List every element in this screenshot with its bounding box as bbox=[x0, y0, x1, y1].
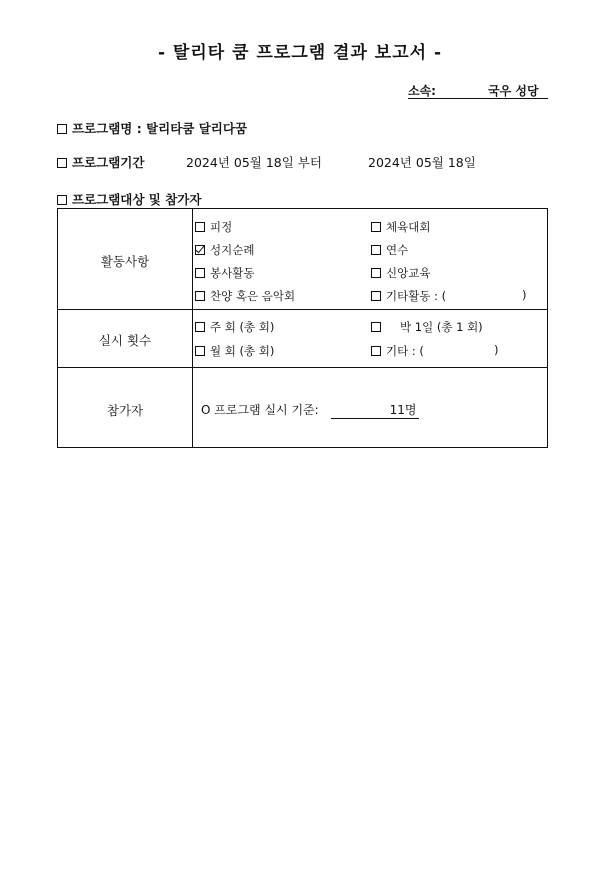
option-weekly[interactable]: 주 회 (총 회) bbox=[195, 319, 274, 335]
checkbox-icon[interactable] bbox=[195, 222, 205, 232]
affiliation bbox=[408, 82, 548, 99]
checkbox-icon[interactable] bbox=[195, 291, 205, 301]
option-pilgrimage[interactable]: 성지순례 bbox=[195, 242, 254, 258]
period-start: 2024년 05월 18일 부터 bbox=[186, 155, 322, 170]
participants-count: 11명 bbox=[331, 401, 419, 419]
program-name-checkbox[interactable] bbox=[57, 124, 67, 134]
program-period-label: 프로그램기간 bbox=[72, 155, 145, 170]
option-other-count-close: ) bbox=[494, 343, 499, 357]
option-other-activity[interactable]: 기타활동 : ( bbox=[371, 288, 446, 304]
checkbox-icon[interactable] bbox=[371, 346, 381, 356]
participants-label: 참가자 bbox=[106, 403, 144, 418]
checkbox-icon[interactable] bbox=[371, 222, 381, 232]
period-end: 2024년 05월 18일 bbox=[368, 155, 476, 170]
checkbox-icon[interactable] bbox=[195, 322, 205, 332]
program-period-checkbox[interactable] bbox=[57, 158, 67, 168]
option-other-count[interactable]: 기타 : ( bbox=[371, 343, 424, 359]
checked-checkbox-icon[interactable] bbox=[195, 245, 205, 255]
count-label: 실시 횟수 bbox=[98, 333, 152, 348]
affiliation-value: 국우 성당 bbox=[488, 84, 539, 98]
option-concert[interactable]: 찬양 혹은 음악회 bbox=[195, 288, 295, 304]
checkbox-icon[interactable] bbox=[195, 268, 205, 278]
checkbox-icon[interactable] bbox=[195, 346, 205, 356]
report-title: - 탈리타 쿰 프로그램 결과 보고서 - bbox=[157, 43, 443, 63]
option-retreat[interactable]: 피정 bbox=[195, 219, 232, 235]
table-row-divider bbox=[58, 367, 547, 368]
participants-criteria bbox=[201, 401, 419, 419]
option-sports[interactable]: 체육대회 bbox=[371, 219, 430, 235]
checkbox-icon[interactable] bbox=[371, 268, 381, 278]
participants-criteria-label: O 프로그램 실시 기준: bbox=[201, 403, 319, 417]
table-column-divider bbox=[192, 209, 193, 447]
checkbox-icon[interactable] bbox=[371, 322, 381, 332]
table-row-divider bbox=[58, 309, 547, 310]
activities-label: 활동사항 bbox=[100, 254, 150, 269]
option-monthly[interactable]: 월 회 (총 회) bbox=[195, 343, 274, 359]
program-name-row bbox=[57, 119, 247, 137]
checkbox-icon[interactable] bbox=[371, 245, 381, 255]
program-name-label: 프로그램명 : 탈리타쿰 달리다꿈 bbox=[72, 121, 248, 136]
target-row bbox=[57, 190, 201, 208]
option-other-close: ) bbox=[522, 288, 527, 302]
affiliation-label: 소속: bbox=[408, 84, 436, 98]
option-overnight[interactable]: 박 1일 (총 1 회) bbox=[371, 319, 483, 335]
option-training[interactable]: 연수 bbox=[371, 242, 408, 258]
target-checkbox[interactable] bbox=[57, 195, 67, 205]
target-label: 프로그램대상 및 참가자 bbox=[72, 192, 202, 207]
option-faith-education[interactable]: 신앙교육 bbox=[371, 265, 430, 281]
program-period-row bbox=[57, 153, 144, 171]
program-table bbox=[57, 208, 548, 448]
option-volunteer[interactable]: 봉사활동 bbox=[195, 265, 254, 281]
checkbox-icon[interactable] bbox=[371, 291, 381, 301]
